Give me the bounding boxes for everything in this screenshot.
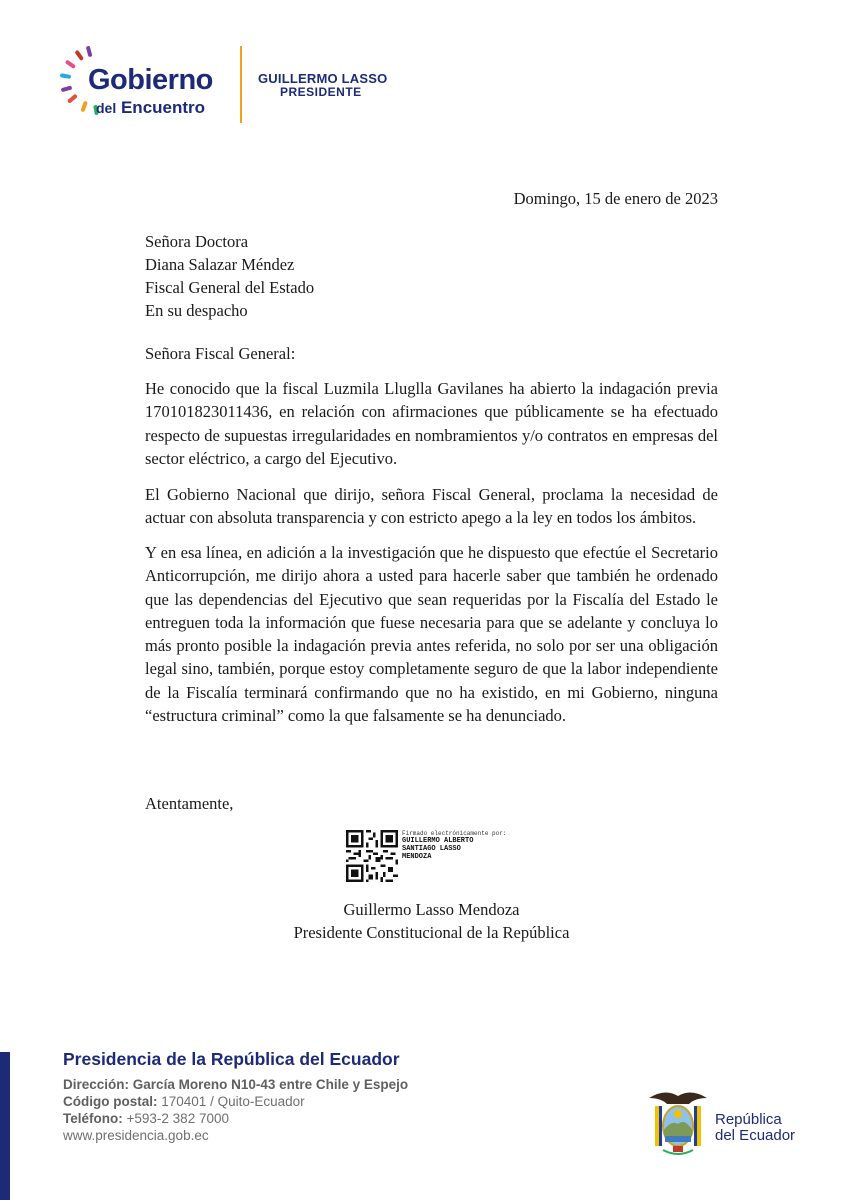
signature-name-line: MENDOZA bbox=[402, 853, 432, 861]
body-paragraph-3: Y en esa línea, en adición a la investigación que he dispuesto que efectúe el Secretario Anticorrupción, me dirijo ahora a usted para hacerle saber que también he ordenado que las dependencias del Ejecutivo que sean requeridas por la Fiscalía del Estado le entreguen toda la información que fuese necesaria para que se adelante y concluya lo más pronto posible la indagación previa antes referida, no solo por ser una obligación legal sino, también, porque estoy completamente seguro de que la labor independiente de la Fiscalía terminará confirmando que no ha existido, en mi Gobierno, ninguna “estructura criminal” como la que falsamente se ha denunciado. bbox=[145, 543, 718, 726]
logo-word-del-encuentro: del Encuentro bbox=[96, 98, 206, 117]
recipient-block bbox=[145, 230, 314, 322]
president-title-header: PRESIDENTE bbox=[280, 85, 362, 99]
recipient-line: Fiscal General del Estado bbox=[145, 278, 315, 297]
electronic-signature-text bbox=[402, 830, 506, 861]
signature-name-line: SANTIAGO LASSO bbox=[402, 845, 461, 853]
footer-postal: Código postal: 170401 / Quito-Ecuador bbox=[63, 1094, 305, 1109]
closing: Atentamente, bbox=[145, 794, 234, 813]
republic-wordmark: República del Ecuador bbox=[715, 1111, 796, 1144]
president-name-header: GUILLERMO LASSO bbox=[258, 71, 388, 86]
salutation: Señora Fiscal General: bbox=[145, 344, 296, 363]
logo-word-gobierno: Gobierno bbox=[88, 64, 213, 96]
signer-title: Presidente Constitucional de la República bbox=[293, 923, 570, 942]
gobierno-logo bbox=[60, 42, 260, 127]
footer-org-name: Presidencia de la República del Ecuador bbox=[63, 1049, 400, 1069]
recipient-line: Señora Doctora bbox=[145, 232, 249, 251]
recipient-line: Diana Salazar Méndez bbox=[145, 255, 295, 274]
recipient-line: En su despacho bbox=[145, 301, 248, 320]
signer-block bbox=[0, 898, 853, 944]
signature-name-line: GUILLERMO ALBERTO bbox=[402, 837, 474, 845]
footer-phone: Teléfono: +593-2 382 7000 bbox=[63, 1111, 229, 1126]
footer-website: www.presidencia.gob.ec bbox=[63, 1128, 209, 1143]
footer-accent-bar bbox=[0, 1052, 10, 1200]
ecuador-coat-of-arms-icon bbox=[645, 1084, 711, 1160]
header-divider bbox=[240, 46, 242, 123]
qr-code-icon bbox=[346, 830, 398, 882]
signer-name: Guillermo Lasso Mendoza bbox=[343, 900, 520, 919]
footer-address: Dirección: García Moreno N10-43 entre Chile y Espejo bbox=[63, 1077, 409, 1092]
body-paragraph-2: El Gobierno Nacional que dirijo, señora Fiscal General, proclama la necesidad de actuar con absoluta transparencia y con estricto apego a la ley en todos los ámbitos. bbox=[145, 485, 718, 528]
body-paragraph-1: He conocido que la fiscal Luzmila Lluglla Gavilanes ha abierto la indagación previa 170101823011436, en relación con afirmaciones que públicamente se ha efectuado respecto de supuestas irregularidades en nombramientos y/o contratos en empresas del sector eléctrico, a cargo del Ejecutivo. bbox=[145, 379, 718, 468]
letter-date: Domingo, 15 de enero de 2023 bbox=[513, 189, 718, 208]
signature-caption: Firmado electrónicamente por: bbox=[402, 830, 507, 837]
